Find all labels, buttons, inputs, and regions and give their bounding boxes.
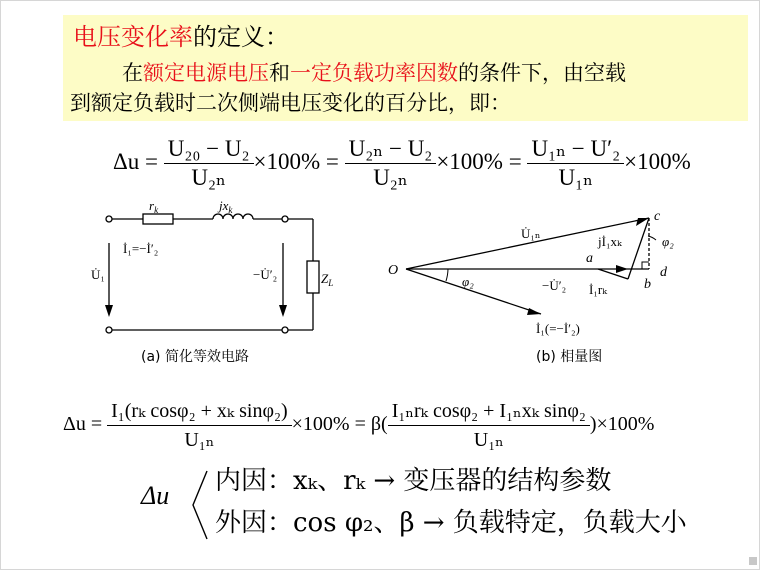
formula2-f1-denominator: U₁ₙ <box>107 425 292 454</box>
line1-red-power-factor: 一定负载功率因数 <box>290 61 458 85</box>
formula1-mult-1: ×100% <box>253 148 321 174</box>
title-red: 电压变化率 <box>73 23 193 51</box>
phi2-left-label: φ₂ <box>462 274 474 289</box>
line1-red-rated-voltage: 额定电源电压 <box>143 61 269 85</box>
rk-label: $r_k$ <box>149 198 159 215</box>
i1-label: İ₁=−İ′₂ <box>123 241 159 256</box>
formula1-eq-2: = <box>508 148 522 174</box>
point-a-label: a <box>586 251 593 266</box>
formula-voltage-regulation <box>113 135 691 192</box>
formula1-f2-denominator: U₂ₙ <box>345 163 437 192</box>
formula1-eq-1: = <box>325 148 339 174</box>
equivalent-circuit-diagram <box>91 193 334 343</box>
u1n-label: U̇₁ₙ <box>521 226 541 241</box>
u1-label: U̇₁ <box>91 267 105 282</box>
i1rk-label: İ₁rₖ <box>589 282 607 297</box>
definition-title <box>73 21 289 53</box>
formula2-f2-numerator: I₁ₙrₖ cosφ₂ + I₁ₙxₖ sinφ₂ <box>391 400 586 422</box>
formula1-mult-2: ×100% <box>436 148 503 174</box>
zl-label: $Z_L$ <box>321 271 334 288</box>
formula1-fraction-2 <box>345 135 437 192</box>
factors-lhs: Δu <box>141 481 170 510</box>
ji1xk-label: jİ₁xₖ <box>598 234 622 249</box>
line1-prefix: 在 <box>122 61 143 85</box>
formula2-f2-denominator: U₁ₙ <box>388 425 590 454</box>
formula1-f2-numerator: U₂ₙ − U₂ <box>348 136 433 161</box>
point-d-label: d <box>660 265 667 280</box>
formula1-lhs: Δu = <box>113 148 159 174</box>
formula2-fraction-1 <box>107 397 292 454</box>
definition-line-1 <box>122 59 626 87</box>
load-zl <box>307 261 319 293</box>
formula1-fraction-1 <box>164 135 254 192</box>
formula1-mult-3: ×100% <box>624 148 691 174</box>
terminal-bottom-right <box>282 327 288 333</box>
inductor-xk <box>213 214 253 219</box>
title-rest: 的定义： <box>193 23 289 51</box>
slide-corner-marker <box>749 557 757 565</box>
formula2-f1-numerator: I₁(rₖ cosφ₂ + xₖ sinφ₂) <box>111 400 288 422</box>
formula1-f3-denominator: U₁ₙ <box>527 163 624 192</box>
left-angle-bracket <box>187 467 211 543</box>
phi2-right-label: φ₂ <box>662 234 674 249</box>
formula2-fraction-2 <box>388 397 590 454</box>
line1-suffix: 的条件下，由空载 <box>458 61 626 85</box>
phasor-caption: (b) 相量图 <box>536 349 603 365</box>
point-b-label: b <box>644 277 651 292</box>
formula2-mult-end: )×100% <box>589 413 655 436</box>
formula1-f1-denominator: U₂ₙ <box>164 163 254 192</box>
point-c-label: c <box>654 209 661 224</box>
i1-phasor-label: İ₁(=−İ′₂) <box>536 321 580 336</box>
jxk-label: $jx_k$ <box>219 198 233 215</box>
resistor-rk <box>143 214 173 224</box>
formula2-lhs: Δu = <box>63 413 103 436</box>
line1-mid: 和 <box>269 61 290 85</box>
factor-internal: 内因：xₖ、rₖ → 变压器的结构参数 <box>215 466 612 496</box>
terminal-top-left <box>106 216 112 222</box>
origin-label: O <box>388 263 399 278</box>
ji1xk-phasor <box>628 218 649 279</box>
circuit-caption: (a) 简化等效电路 <box>141 349 249 365</box>
formula1-fraction-3 <box>527 135 624 192</box>
factor-external: 外因：cos φ₂、β → 负载特定，负载大小 <box>215 508 687 538</box>
formula1-f1-numerator: U₂₀ − U₂ <box>167 136 250 161</box>
phasor-diagram <box>386 206 691 346</box>
formula2-mult-beta: ×100% = β( <box>291 413 388 436</box>
terminal-top-right <box>282 216 288 222</box>
u2-label: −U̇′₂ <box>253 267 278 282</box>
formula-voltage-regulation-expanded <box>63 397 654 454</box>
formula1-f3-numerator: U₁ₙ − U′₂ <box>531 136 621 161</box>
terminal-bottom-left <box>106 327 112 333</box>
u2-phasor-label: −U̇′₂ <box>542 278 567 293</box>
definition-line-2: 到额定负载时二次侧端电压变化的百分比，即： <box>70 91 511 115</box>
